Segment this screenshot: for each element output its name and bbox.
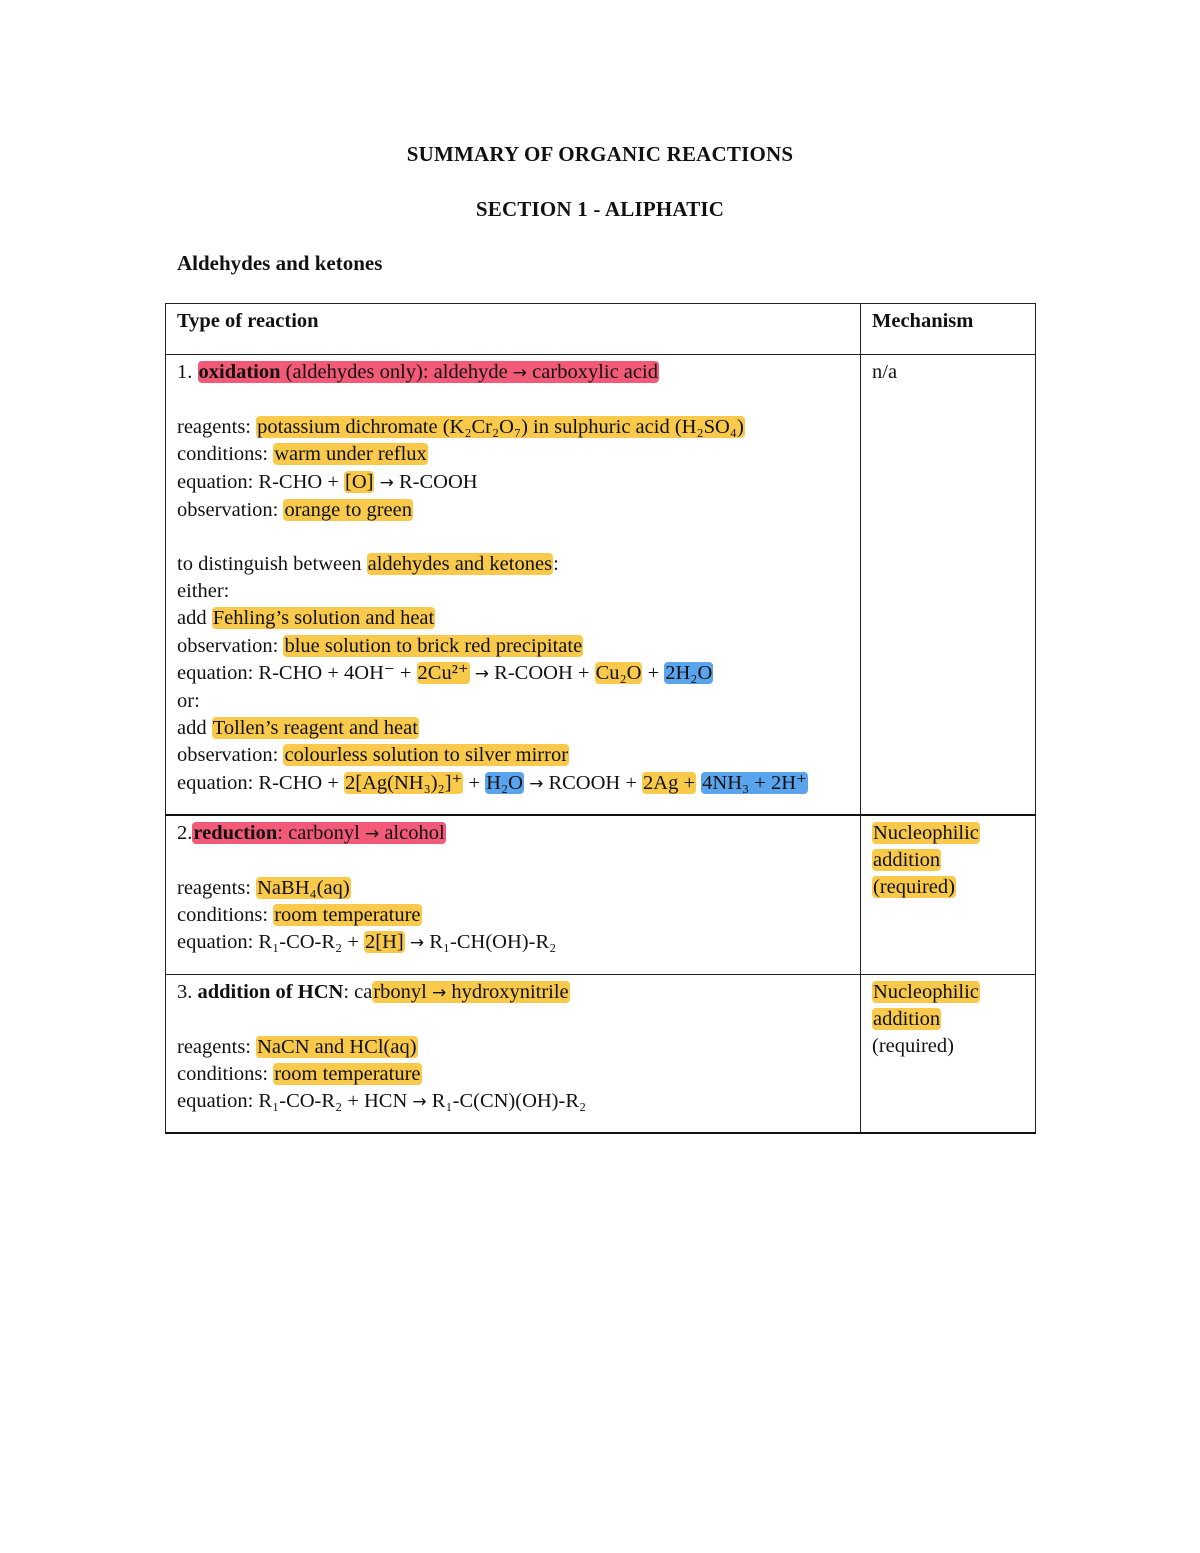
arrow-icon: → xyxy=(379,472,394,493)
reagents-label: reagents: xyxy=(177,1035,251,1058)
reagents-label: reagents: xyxy=(177,877,251,900)
table-row xyxy=(166,815,1036,974)
conditions-label: conditions: xyxy=(177,1063,269,1086)
reaction-heading xyxy=(177,820,850,848)
table-header-row xyxy=(166,304,1036,355)
reaction-product: hydroxynitrile xyxy=(451,980,569,1003)
equation-line: equation: R-CHO + [O] → R-COOH xyxy=(177,470,478,493)
mechanism-cell xyxy=(861,355,1036,815)
tollen-equation: equation: R-CHO + 2[Ag(NH₃)₂]⁺ + H₂O → RCOOH + 2Ag + 4NH₃ + 2H⁺ xyxy=(177,771,807,794)
header-mechanism: Mechanism xyxy=(861,304,1036,355)
conditions-value: room temperature xyxy=(274,1063,421,1086)
reaction-name: reduction xyxy=(193,821,278,844)
reaction-number: 2. xyxy=(177,821,193,844)
reaction-product: alcohol xyxy=(384,821,445,844)
mechanism-cell xyxy=(861,815,1036,974)
reaction-number: 1. xyxy=(177,361,193,383)
conditions-value: room temperature xyxy=(274,904,421,927)
reagents-value: NaBH₄(aq) xyxy=(257,877,350,900)
subheading: Aldehydes and ketones xyxy=(177,251,383,275)
reaction-name-highlight xyxy=(192,822,445,844)
reaction-qualifier: rbonyl xyxy=(373,980,427,1003)
either-label: either: xyxy=(177,580,230,603)
table-row xyxy=(166,974,1036,1133)
reaction-qualifier: : carbonyl xyxy=(277,821,360,844)
mechanism-note: (required) xyxy=(873,876,955,899)
arrow-icon: → xyxy=(529,773,544,794)
reaction-cell-reduction xyxy=(166,815,861,974)
conditions-label: conditions: xyxy=(177,443,269,466)
reagents-value: potassium dichromate (K₂Cr₂O₇) in sulphuric acid (H₂SO₄) xyxy=(257,416,744,439)
distinguish-line: to distinguish between aldehydes and ketones: xyxy=(177,553,559,576)
reaction-qualifier: (aldehydes only): aldehyde xyxy=(285,361,508,383)
mechanism-value: n/a xyxy=(872,361,898,383)
table-row xyxy=(166,355,1036,815)
mechanism-cell xyxy=(861,974,1036,1133)
mechanism-value: addition xyxy=(873,1007,941,1030)
tollen-observation: colourless solution to silver mirror xyxy=(284,744,569,767)
reaction-heading: 3. addition of HCN: carbonyl → hydroxynitrile xyxy=(177,980,569,1003)
tollen-reagent: Tollen’s reagent and heat xyxy=(212,717,418,740)
fehling-equation: equation: R-CHO + 4OH⁻ + 2Cu²⁺ → R-COOH + Cu₂O + 2H₂O xyxy=(177,661,713,684)
arrow-icon: → xyxy=(474,663,490,684)
reaction-cell-oxidation: 1. oxidation (aldehydes only): aldehyde → carboxylic acid reagents: potassium dichromate (K₂Cr₂O₇) in sulphuric acid (H₂SO₄) conditions: warm under reflux equation: R-CHO + [O] → R-COOH observation: orange to green to distinguish between aldehydes and ketones: either: add Fehling’s solution and heat observation: blue solution to brick red precipitate equation: R-CHO + 4OH⁻ + 2Cu²⁺ → R-COOH + Cu₂O + 2H₂O or: add Tollen’s reagent and heat observation: colourless solution to silver mirror equation: R-CHO + 2[Ag(NH₃)₂]⁺ + H₂O → RCOOH + 2Ag + 4NH₃ + 2H⁺ xyxy=(166,355,861,815)
reaction-product: carboxylic acid xyxy=(532,361,658,383)
reaction-cell-hcn-addition xyxy=(166,974,861,1133)
arrow-icon: → xyxy=(364,823,380,844)
observation-label: observation: xyxy=(177,498,279,521)
conditions-label: conditions: xyxy=(177,904,269,927)
reaction-number: 3. xyxy=(177,980,193,1003)
or-label: or: xyxy=(177,690,200,713)
reaction-name-highlight xyxy=(198,361,659,383)
equation-line: equation: R₁-CO-R₂ + HCN → R₁-C(CN)(OH)-R₂ xyxy=(177,1090,587,1113)
arrow-icon: → xyxy=(432,982,447,1003)
arrow-icon: → xyxy=(512,363,528,383)
equation-line: equation: R₁-CO-R₂ + 2[H] → R₁-CH(OH)-R₂ xyxy=(177,931,557,954)
arrow-icon: → xyxy=(409,933,425,954)
mechanism-note: (required) xyxy=(872,1035,954,1058)
arrow-icon: → xyxy=(412,1092,427,1113)
document-title: SUMMARY OF ORGANIC REACTIONS xyxy=(406,142,794,166)
reaction-name: oxidation xyxy=(198,361,281,383)
header-type-of-reaction: Type of reaction xyxy=(166,304,861,355)
fehling-reagent: Fehling’s solution and heat xyxy=(212,607,435,630)
reagents-value: NaCN and HCl(aq) xyxy=(257,1035,417,1058)
reactions-table xyxy=(165,303,1036,1134)
mechanism-value: Nucleophilic xyxy=(873,821,979,844)
mechanism-value: Nucleophilic xyxy=(873,980,979,1003)
reagents-label: reagents: xyxy=(177,416,251,439)
section-title: SECTION 1 - ALIPHATIC xyxy=(475,197,725,221)
reaction-heading xyxy=(177,359,850,387)
observation-value: orange to green xyxy=(284,498,412,521)
mechanism-value: addition xyxy=(873,849,941,872)
reaction-name: addition of HCN xyxy=(197,980,344,1003)
fehling-observation: blue solution to brick red precipitate xyxy=(284,634,583,657)
conditions-value: warm under reflux xyxy=(274,443,427,466)
